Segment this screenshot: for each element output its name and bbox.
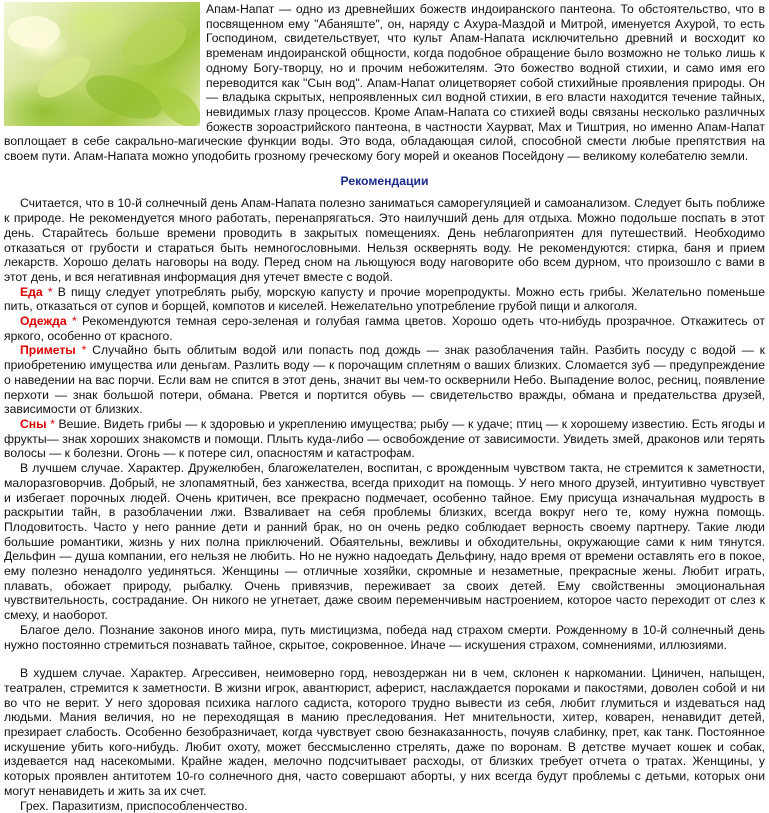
omens-paragraph (4, 343, 765, 417)
food-label: Еда (20, 284, 43, 299)
clothes-star: * (71, 314, 77, 329)
food-star: * (47, 284, 53, 299)
worst-case-paragraph: В худшем случае. Характер. Агрессивен, неимоверно горд, невоздержан ни в чем, склонен к наркомании. Циничен, напыщен, театрален, стремится к заметности. В жизни игрок, авантюрист, аферист, наслаждается пороками и пакостями, доволен собой и ни во что не верит. У него здоровая психика наглого садиста, которого трудно вывести из себя, любит глумиться и издеваться над людьми. Мания величия, но не переходящая в манию преследования. Нет мнительности, хитер, коварен, ненавидит детей, презирает слабость. Особенно безобразничает, когда чувствует свою безнаказанность, почуяв слабинку, прет, как танк. Постоянное искушение убить кого-нибудь. Любит охоту, может бессмысленно стрелять, даже по воронам. В детстве мучает кошек и собак, издевается над насекомыми. Крайне жаден, мелочно подсчитывает расходы, от близких требует отчета о тратах. Женщины, у которых проявлен антитотем 10-го солнечного дня, часто совершают аборты, у них всегда будут проблемы с детьми, которых они могут ненавидеть и жить за их счет. (4, 666, 765, 798)
clothes-text: Рекомендуются темная серо-зеленая и голубая гамма цветов. Хорошо одеть что-нибудь прозрачное. Откажитесь от яркого, особенно от красного. (4, 314, 765, 343)
food-text: В пищу следует употреблять рыбу, морскую капусту и прочие морепродукты. Можно есть грибы. Желательно поменьше пить, отказаться от супов и борщей, компотов и киселей. Нежелательно употребление грубой пищи и алкоголя. (4, 284, 765, 314)
sin-paragraph: Грех. Паразитизм, приспособленчество. (20, 798, 248, 813)
clothes-label: Одежда (20, 314, 67, 329)
intro-paragraph: Апам-Напат — одно из древнейших божеств индоиранского пантеона. То обстоятельство, что в посвященном ему "Абаняште", он, наряду с Ахура-Маздой и Митрой, именуется Ахурой, то есть Господином, свидетельствует, что культ Апам-Напата исключительно древний и восходит ко временам индоиранской общности, когда подобное обращение было возможно не только лишь к одному Богу-творцу, но и прочим небожителям. Это божество водной стихии, и само имя его переводится как "Сын вод". Апам-Напат олицетворяет собой стихийные проявления природы. Он — владыка скрытых, непроявленных сил водной стихии, в его власти находится течение тайных, невидимых глазу процессов. Кроме Апам-Напата со стихией воды связаны несколько различных божеств зороастрийского пантеона, в частности Хаурват, Мах и Тиштрия, но именно Апам-Напат воплощает в себе сакрально-магические функции воды. Это вода, обладающая силой, способной смести любые препятствия на своем пути. Апам-Напата можно уподобить грозному греческому богу морей и океанов Посейдону — великому колебателю земли. (4, 2, 765, 164)
omens-label: Приметы (20, 343, 76, 358)
dreams-paragraph (4, 417, 765, 461)
food-paragraph (4, 285, 765, 314)
dreams-star: * (50, 416, 55, 431)
recommendations-heading: Рекомендации (340, 173, 429, 188)
omens-star: * (81, 343, 87, 358)
dreams-text: Вешие. Видеть грибы — к здоровью и укреплению имущества; рыбу — к удаче; птиц — к хорошему известию. Есть ягоды и фрукты— знак хороших знакомств и помощи. Плыть куда-либо — освобождение от зависимости. Увидеть змей, драконов или терять волосы — к болезни. Огонь — к потере сил, опасностям и катастрофам. (4, 416, 765, 461)
omens-text: Случайно быть облитым водой или попасть под дождь — знак разоблачения тайн. Разбить посуду с водой — к приобретению имущества или деньгам. Разлить воду — к порочащим сплетням о ваших близких. Сломается зуб — предупреждение о наведении на вас порчи. Если вам не спится в этот день, значит вы чем-то осквернили Небо. Выпадение волос, ресниц, появление перхоти — знак большой потери, обмана. Рвется и портится обувь — свидетельство вражды, обмана и предательства друзей, зависимости от близких. (4, 343, 766, 417)
best-case-paragraph: В лучшем случае. Характер. Дружелюбен, благожелателен, воспитан, с врожденным чувством такта, не стремится к заметности, малоразговорчив. Добрый, не злопамятный, без ханжества, всегда приходит на помощь. У него много друзей, интуитивно чувствует и избегает порочных людей. Очень критичен, все прекрасно подмечает, особенно тайное. Ему присуща изначальная мудрость в раскрытии тайн, в разоблачении лжи. Взваливает на себя проблемы близких, всегда вокруг него те, кому нужна помощь. Плодовитость. Часто у него ранние дети и ранний брак, но он очень редко соблюдает верность своему партнеру. Такие люди большие романтики, жизнь у них полна приключений. Обаятельны, вежливы и обходительны, окружающие сами к ним тянутся. Дельфин — душа компании, его нельзя не любить. Но не нужно надоедать Дельфину, надо время от времени оставлять его в покое, ему полезно ненадолго уединяться. Женщины — отличные хозяйки, скромные и незаметные, прекрасные жены. Любит играть, плавать, обожает природу, рыбалку. Очень привязчив, переживает за своих детей. Ему свойственны эмоциональная чувствительность, сострадание. Он никого не угнетает, даже своим переменчивым настроением, которое часто переходит от слез к смеху, и наоборот. (4, 461, 765, 623)
blessing-paragraph: Благое дело. Познание законов иного мира, путь мистицизма, победа над страхом смерти. Рожденному в 10-й солнечный день нужно постоянно стремиться познавать тайное, скрытое, сокровенное. Иначе — искушения страхом, сомнениями, иллюзиями. (4, 622, 765, 652)
dreams-label: Сны (20, 416, 47, 431)
spacer (4, 652, 765, 666)
green-leaves-image (4, 2, 200, 126)
recommendations-paragraph: Считается, что в 10-й солнечный день Апам-Напата полезно заниматься саморегуляцией и самоанализом. Следует быть поближе к природе. Не рекомендуется много работать, перенапрягаться. Это наилучший день для отдыха. Можно подольше поспать в этот день. Старайтесь больше времени проводить в закрытых помещениях. День неблагоприятен для путешествий. Необходимо отказаться от грубости и стараться быть немногословными. Нельзя осквернять воду. Не рекомендуются: стирка, баня и прием лекарств. Хорошо делать наговоры на воду. Перед сном на льющуюся воду наговорите обо всем дурном, что произошло с вами в этот день, и вся негативная информация дня утечет вместе с водой. (4, 196, 765, 284)
clothes-paragraph (4, 314, 765, 343)
